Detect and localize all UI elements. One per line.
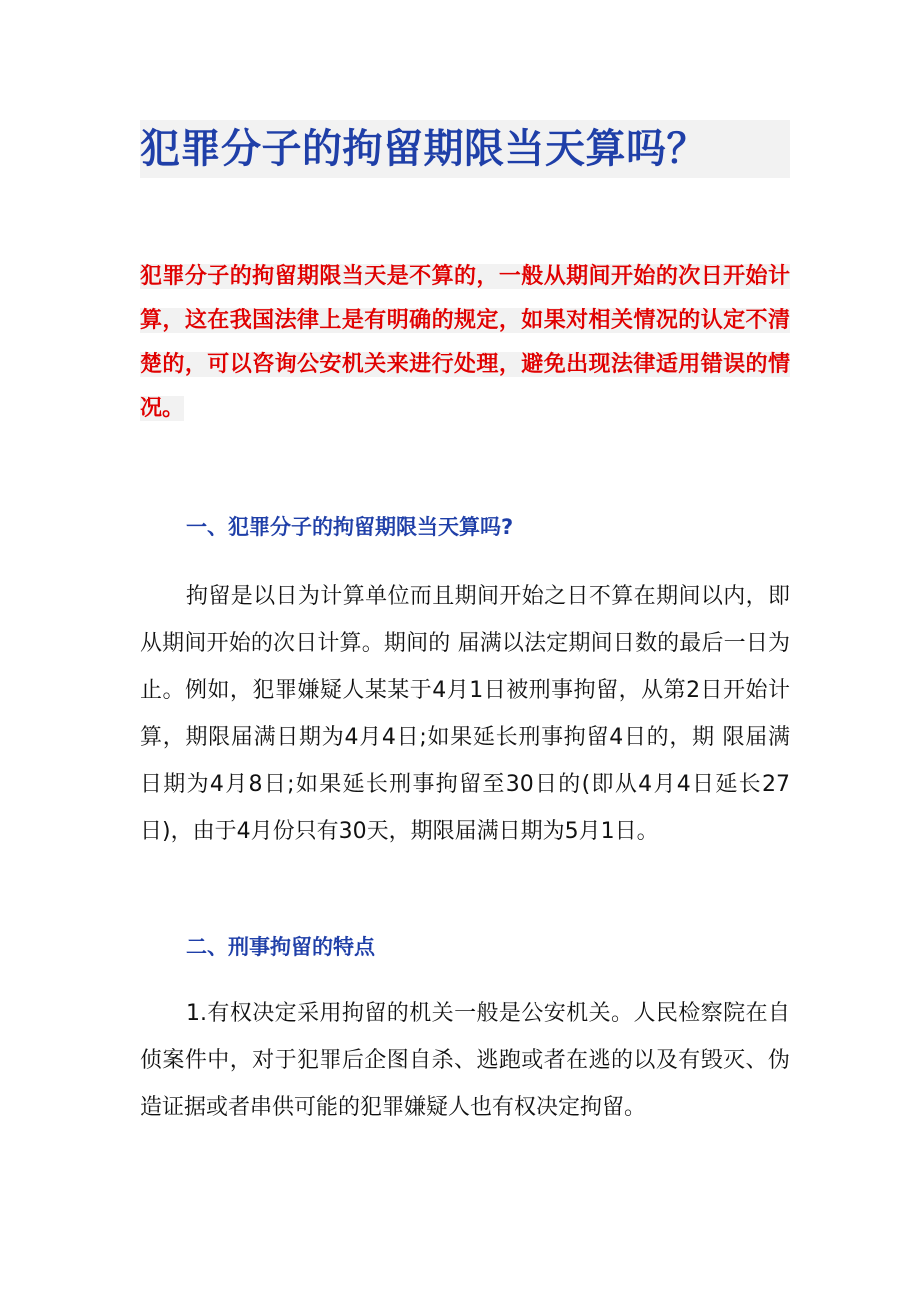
summary-paragraph [140,255,790,431]
section-heading-1: 一、犯罪分子的拘留期限当天算吗? [186,515,514,539]
section-heading-2: 二、刑事拘留的特点 [186,935,375,959]
document-title: 犯罪分子的拘留期限当天算吗？ [140,120,790,178]
section-paragraph-1: 拘留是以日为计算单位而且期间开始之日不算在期间以内，即从期间开始的次日计算。期间的 届满以法定期间日数的最后一日为止。例如，犯罪嫌疑人某某于4月1日被刑事拘留，从第2日开始计算，期限届满日期为4月4日;如果延长刑事拘留4日的，期 限届满日期为4月8日;如果延长刑事拘留至30日的(即从4月4日延长27日)，由于4月份只有30天，期限届满日期为5月1日。 [140,584,790,844]
section-paragraph-2: 1.有权决定采用拘留的机关一般是公安机关。人民检察院在自侦案件中，对于犯罪后企图自杀、逃跑或者在逃的以及有毁灭、伪造证据或者串供可能的犯罪嫌疑人也有权决定拘留。 [140,1001,790,1120]
summary-text: 犯罪分子的拘留期限当天是不算的，一般从期间开始的次日开始计算，这在我国法律上是有明确的规定，如果对相关情况的认定不清楚的，可以咨询公安机关来进行处理，避免出现法律适用错误的情况。 [140,264,790,421]
